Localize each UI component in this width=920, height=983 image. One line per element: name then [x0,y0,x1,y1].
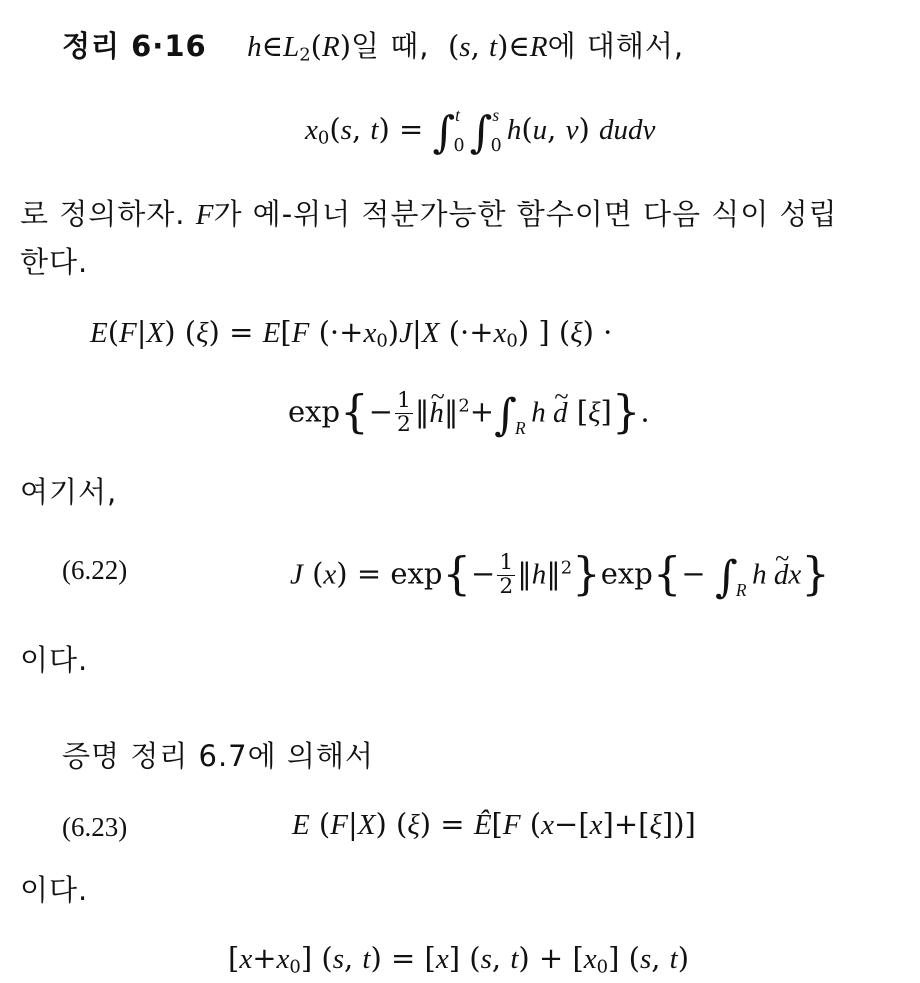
statement-line-2: 한다. [20,245,89,279]
where-text: 여기서, [20,475,118,509]
main-equation-line-1: E(F|X) (ξ) = E[F $(\cdot+x_0)J|X$ $(\cdot+x_0)$ ] (ξ) · [90,315,613,352]
proof-intro: 증명 정리 6.7에 의해서 [62,739,374,773]
main-equation-line-2: exp{− $\frac{1}{2}$ ‖~ h‖$^2$+∫ R h ~ d [ξ]}. [288,390,650,438]
theorem-heading: 정리 6·16 $h\in L_2(R)$일 때, (s, t)∈R에 대해서, [62,29,685,66]
theorem-label: 정리 6·16 [62,29,207,63]
equation-6-22: J (x) = exp{− $\frac{1}{2}$ ‖h‖$^2$}exp{− ∫ R h ~ dx} [290,552,830,600]
equation-number-6-23: (6.23) [62,812,128,842]
statement-line-1: 로 정의하자. F가 예-위너 적분가능한 함수이면 다음 식이 성립 [20,197,838,231]
equation-number-6-22: (6.22) [62,555,128,585]
definition-equation: $x_0(s$, t) = ∫ t 0 ∫ s 0 h(u, v) dudv [305,105,656,158]
equation-6-22-end: 이다. [20,643,89,677]
equation-6-23: E (F|X) (ξ) = Ê[F (x−[x]+[ξ])] [292,807,696,841]
equation-6-23-end: 이다. [20,873,89,907]
last-equation: $[x+x_0]$ (s, t) = [x] (s, $t) + [x_0]$ (s, t) [228,941,690,978]
